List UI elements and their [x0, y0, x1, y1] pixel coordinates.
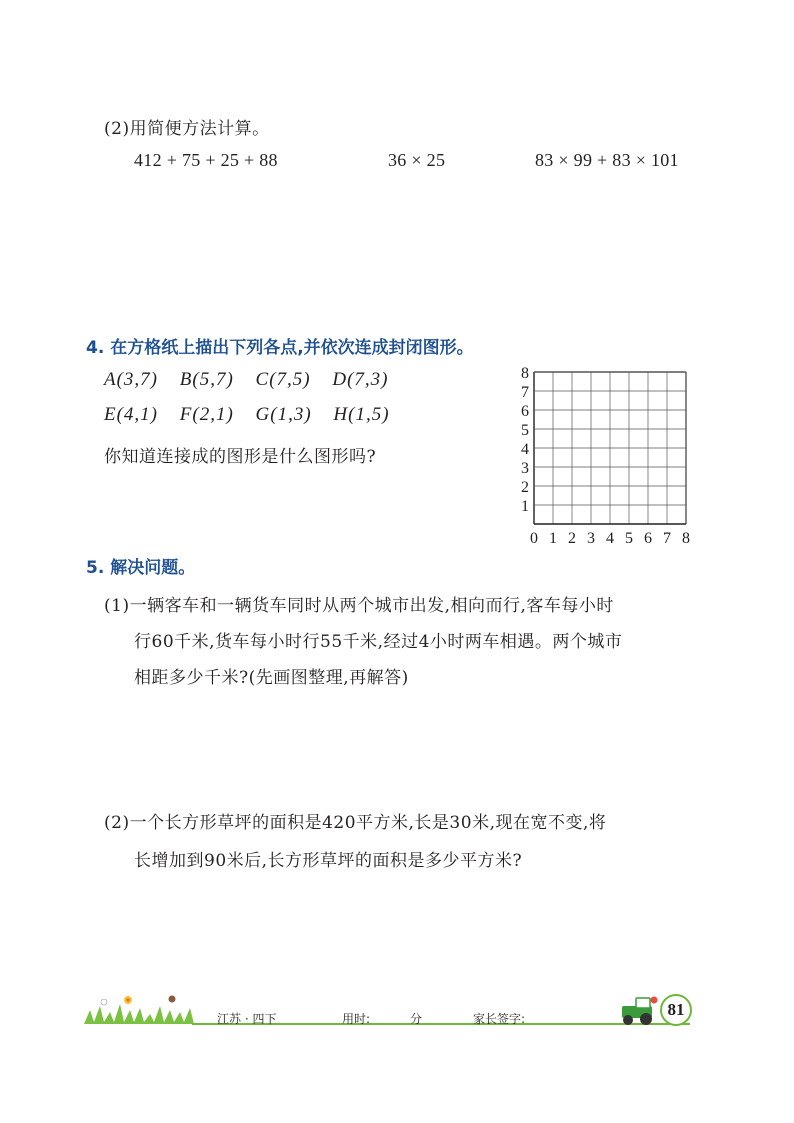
- point-f: F(2,1): [179, 404, 234, 425]
- x-tick-label: 8: [682, 530, 690, 547]
- page-footer: [0, 990, 794, 1030]
- y-tick-label: 6: [521, 403, 529, 420]
- q5-number: 5.: [86, 558, 105, 578]
- points-row-2: [104, 404, 406, 426]
- x-tick-label: 2: [568, 530, 576, 547]
- q4-question: 你知道连接成的图形是什么图形吗?: [104, 447, 377, 467]
- grid-tick-labels: [521, 365, 690, 547]
- y-tick-label: 2: [521, 479, 529, 496]
- footer-time-label: 用时:: [342, 1012, 371, 1026]
- y-tick-label: 7: [521, 384, 529, 401]
- grid-lines: [534, 372, 686, 524]
- point-a: A(3,7): [104, 369, 159, 390]
- points-row-1: [104, 369, 405, 391]
- coordinate-grid[interactable]: [500, 360, 700, 555]
- x-tick-label: 5: [625, 530, 633, 547]
- q5-p1-line2: 行60千米,货车每小时行55千米,经过4小时两车相遇。两个城市: [134, 632, 623, 652]
- q5-p1-line1: (1)一辆客车和一辆货车同时从两个城市出发,相向而行,客车每小时: [104, 596, 614, 616]
- x-tick-label: 3: [587, 530, 595, 547]
- tractor-icon: [618, 994, 662, 1026]
- q5-p2-line1: (2)一个长方形草坪的面积是420平方米,长是30米,现在宽不变,将: [104, 813, 607, 833]
- y-tick-label: 8: [521, 365, 529, 382]
- expression-2: 36 × 25: [388, 150, 446, 170]
- part2-label: (2)用简便方法计算。: [104, 119, 270, 139]
- footer-minute-label: 分: [410, 1012, 423, 1026]
- grass-decoration-icon: [84, 990, 194, 1026]
- q5-title: 解决问题。: [110, 558, 196, 578]
- expression-1: 412 + 75 + 25 + 88: [134, 150, 278, 170]
- page-number-badge: [660, 994, 692, 1026]
- y-tick-label: 3: [521, 460, 529, 477]
- y-tick-label: 4: [521, 441, 529, 458]
- x-tick-label: 0: [530, 530, 538, 547]
- footer-sign-label: 家长签字:: [473, 1012, 526, 1026]
- q5-p1-line3: 相距多少千米?(先画图整理,再解答): [134, 668, 409, 688]
- point-c: C(7,5): [255, 369, 311, 390]
- point-h: H(1,5): [333, 404, 390, 425]
- point-g: G(1,3): [255, 404, 312, 425]
- point-b: B(5,7): [179, 369, 234, 390]
- x-tick-label: 4: [606, 530, 614, 547]
- q4-heading: [86, 333, 474, 358]
- x-tick-label: 6: [644, 530, 652, 547]
- footer-region: 江苏 · 四下: [217, 1012, 277, 1026]
- point-d: D(7,3): [332, 369, 389, 390]
- y-tick-label: 1: [521, 498, 529, 515]
- q5-p2-line2: 长增加到90米后,长方形草坪的面积是多少平方米?: [134, 851, 523, 871]
- q4-number: 4.: [86, 338, 105, 358]
- page-number: 81: [667, 1000, 685, 1019]
- expression-3: 83 × 99 + 83 × 101: [535, 150, 679, 170]
- q4-title: 在方格纸上描出下列各点,并依次连成封闭图形。: [110, 338, 474, 358]
- x-tick-label: 7: [663, 530, 671, 547]
- point-e: E(4,1): [104, 404, 159, 425]
- x-tick-label: 1: [549, 530, 557, 547]
- y-tick-label: 5: [521, 422, 529, 439]
- q5-heading: [86, 553, 195, 578]
